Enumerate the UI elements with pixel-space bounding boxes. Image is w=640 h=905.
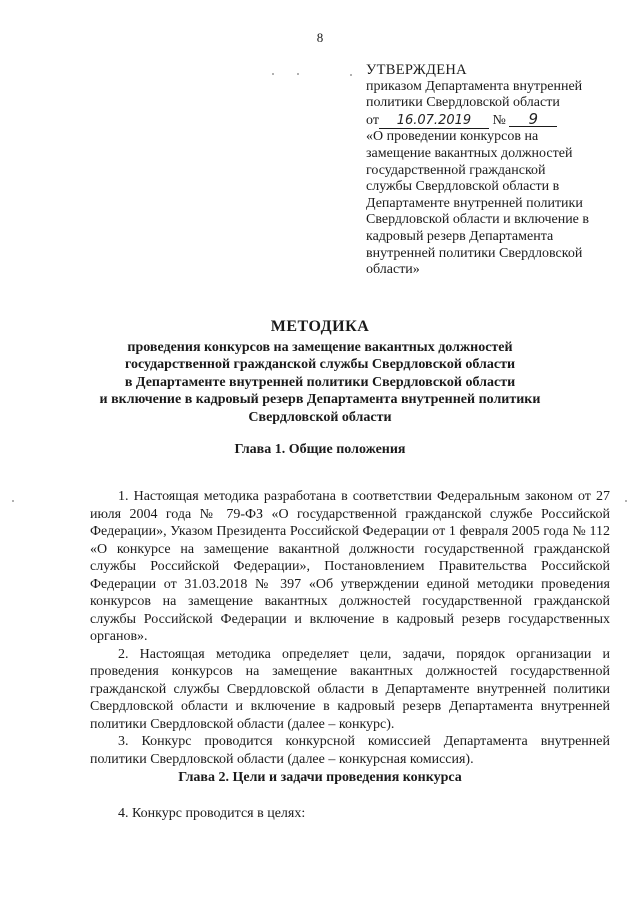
approval-stamp-block xyxy=(366,62,620,279)
order-title-line: Свердловской области и включение в xyxy=(366,212,590,228)
paragraph-3: 3. Конкурс проводится конкурсной комиссией Департамента внутренней политики Свердловской области (далее – конкурсная комиссия). xyxy=(90,734,610,767)
chapter-2-body xyxy=(90,805,610,823)
chapter-2-heading: Глава 2. Цели и задачи проведения конкурса xyxy=(178,770,462,785)
order-title-line: внутренней политики Свердловской xyxy=(366,245,583,261)
page-number: 8 xyxy=(316,30,324,45)
scan-speck xyxy=(297,73,299,75)
handwritten-number: 9 xyxy=(509,112,557,127)
approval-heading: УТВЕРЖДЕНА xyxy=(366,62,467,78)
document-subtitle-line: проведения конкурсов на замещение вакантных должностей xyxy=(127,340,513,355)
document-title: МЕТОДИКА xyxy=(270,318,370,335)
handwritten-date: 16.07.2019 xyxy=(379,114,489,129)
chapter-1-body xyxy=(90,488,610,768)
paragraph-2: 2. Настоящая методика определяет цели, задачи, порядок организации и проведения конкурсов на замещение вакантных должностей государственной гражданской службы Свердловской области в Департаменте внутренней политики Свердловской области и включение в кадровый резерв Департамента внутренней политики Свердловской области (далее – конкурс). xyxy=(90,646,610,732)
paragraph-1: 1. Настоящая методика разработана в соответствии Федеральным законом от 27 июля 2004 года № 79-ФЗ «О государственной гражданской службе Российской Федерации», Указом Президента Российской Федерации от 1 февраля 2005 года № 112 «О конкурсе на замещение вакантной должности государственной гражданской службы Российской Федерации», Постановлением Правительства Российской Федерации от 31.03.2018 № 397 «Об утверждении единой методики проведения конкурсов на замещение вакантных должностей государственной гражданской службы Российской Федерации и включение в кадровый резерв государственных органов». xyxy=(90,489,610,644)
order-title-line: службы Свердловской области в xyxy=(366,179,560,195)
scan-speck xyxy=(12,500,14,502)
order-title-line: замещение вакантных должностей xyxy=(366,145,573,161)
document-subtitle-line: в Департаменте внутренней политики Свердловской области xyxy=(124,374,516,390)
document-title-block xyxy=(60,318,580,426)
order-title-line: области» xyxy=(366,262,420,278)
order-title-line: кадровый резерв Департамента xyxy=(366,228,554,244)
paragraph-4: 4. Конкурс проводится в целях: xyxy=(118,806,306,821)
order-title-line: Департаменте внутренней политики xyxy=(366,195,583,211)
scan-speck xyxy=(350,74,352,76)
approval-date-number-line xyxy=(366,109,620,130)
document-subtitle-line: Свердловской области xyxy=(248,409,392,425)
date-prefix: от xyxy=(366,112,379,128)
order-title-line: государственной гражданской xyxy=(366,162,546,178)
number-prefix: № xyxy=(492,112,506,128)
order-title-line: «О проведении конкурсов на xyxy=(366,129,539,145)
approval-order-line: приказом Департамента внутренней xyxy=(366,78,583,94)
chapter-1-heading: Глава 1. Общие положения xyxy=(234,442,406,457)
document-subtitle-line: и включение в кадровый резерв Департамента внутренней политики xyxy=(99,392,541,408)
scan-speck xyxy=(272,73,274,75)
document-subtitle-line: государственной гражданской службы Свердловской области xyxy=(124,357,516,373)
scan-speck xyxy=(625,500,627,502)
approval-department-line: политики Свердловской области xyxy=(366,95,560,111)
